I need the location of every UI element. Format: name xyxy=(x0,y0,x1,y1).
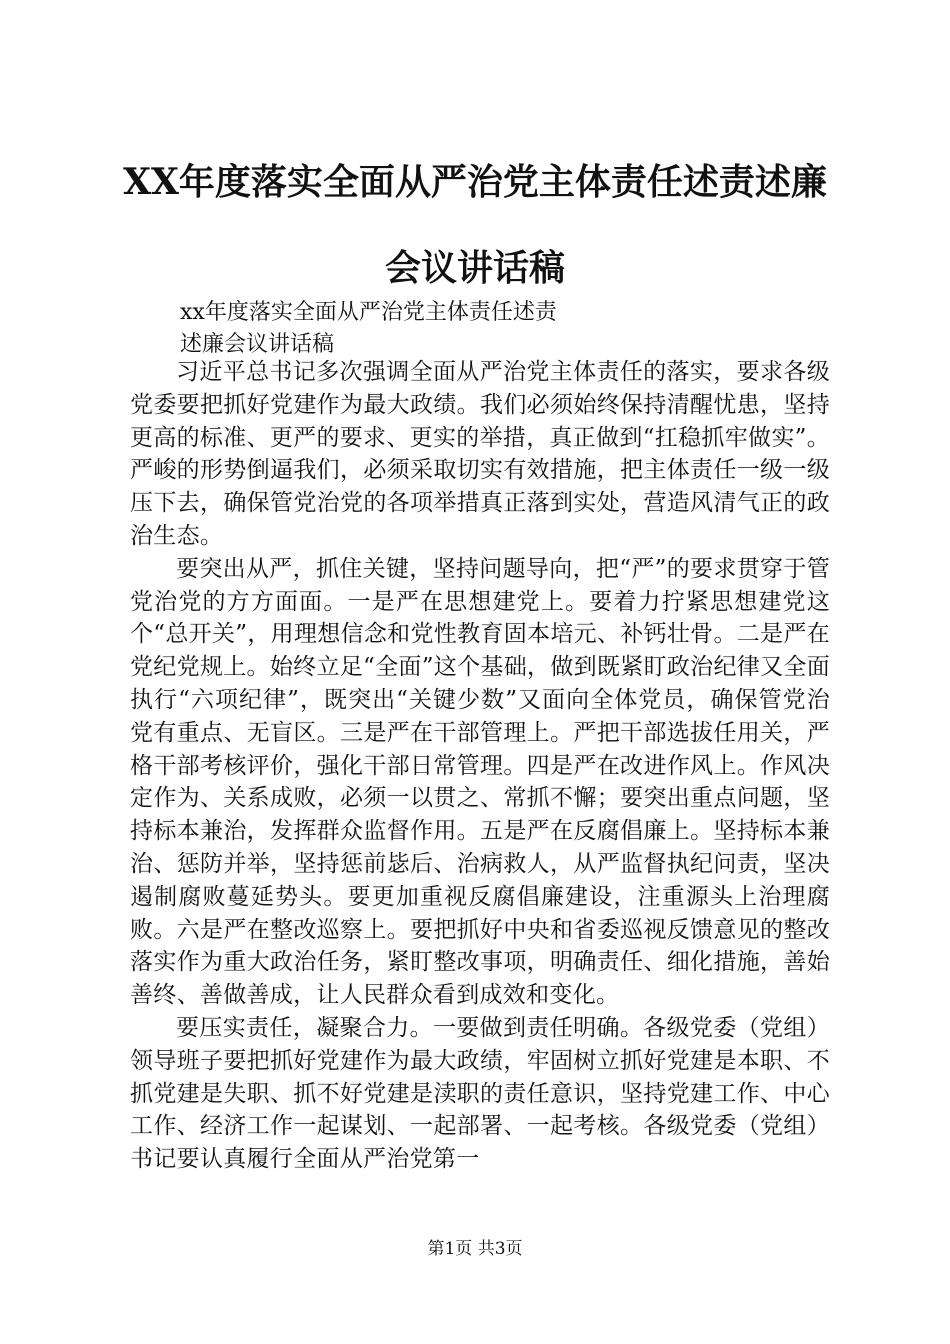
document-title-line-1: XX年度落实全面从严治党主体责任述责述廉 xyxy=(123,161,827,203)
body-paragraph-1: 习近平总书记多次强调全面从严治党主体责任的落实，要求各级党委要把抓好党建作为最大政绩。我们必须始终保持清醒忧患，坚持更高的标准、更严的要求、更实的举措，真正做到“扛稳抓牢做实”。严峻的形势倒逼我们，必须采取切实有效措施，把主体责任一级一级压下去，确保管党治党的各项举措真正落到实处，营造风清气正的政治生态。 xyxy=(130,359,830,549)
subtitle-line-2: 述廉会议讲话稿 xyxy=(180,332,335,357)
body-paragraph-3: 要压实责任，凝聚合力。一要做到责任明确。各级党委（党组）领导班子要把抓好党建作为最大政绩，牢固树立抓好党建是本职、不抓党建是失职、抓不好党建是渎职的责任意识，坚持党建工作、中心工作、经济工作一起谋划、一起部署、一起考核。各级党委（党组）书记要认真履行全面从严治党第一 xyxy=(130,1014,830,1173)
page-footer: 第1页 共3页 xyxy=(427,1239,523,1259)
document-body xyxy=(130,356,830,1176)
subtitle-line-1: xx年度落实全面从严治党主体责任述责 xyxy=(180,300,557,325)
body-paragraph-2: 要突出从严，抓住关键，坚持问题导向，把“严”的要求贯穿于管党治党的方方面面。一是严在思想建党上。要着力拧紧思想建党这个“总开关”，用理想信念和党性教育固本培元、补钙壮骨。二是严在党纪党规上。始终立足“全面”这个基础，做到既紧盯政治纪律又全面执行“六项纪律”，既突出“关键少数”又面向全体党员，确保管党治党有重点、无盲区。三是严在干部管理上。严把干部选拔任用关，严格干部考核评价，强化干部日常管理。四是严在改进作风上。作风决定作为、关系成败，必须一以贯之、常抓不懈；要突出重点问题，坚持标本兼治，发挥群众监督作用。五是严在反腐倡廉上。坚持标本兼治、惩防并举，坚持惩前毖后、治病救人，从严监督执纪问责，坚决遏制腐败蔓延势头。要更加重视反腐倡廉建设，注重源头上治理腐败。六是严在整改巡察上。要把抓好中央和省委巡视反馈意见的整改落实作为重大政治任务，紧盯整改事项，明确责任、细化措施，善始善终、善做善成，让人民群众看到成效和变化。 xyxy=(130,555,830,1009)
document-title-line-2: 会议讲话稿 xyxy=(384,247,565,289)
